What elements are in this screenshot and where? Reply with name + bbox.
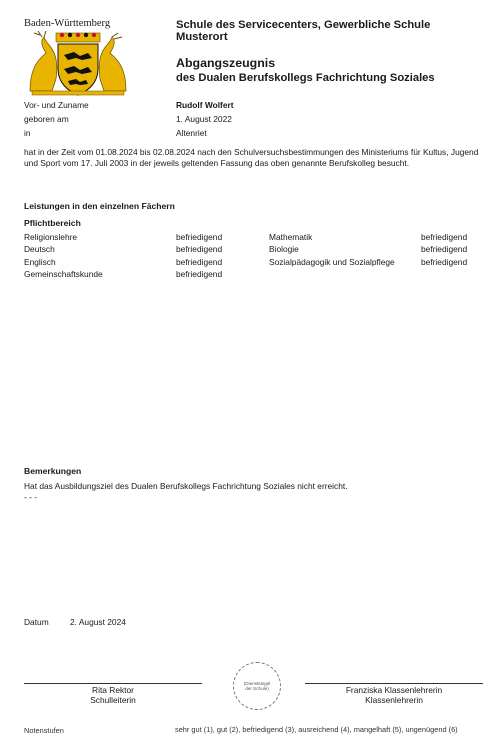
- subject-grade: befriedigend: [421, 244, 468, 254]
- born-label: geboren am: [24, 114, 69, 124]
- signature-right: [305, 685, 483, 705]
- subject-grade: befriedigend: [176, 244, 223, 254]
- birth-place: Altenriet: [176, 128, 207, 138]
- signature-left: [24, 685, 202, 705]
- crown-icon: [56, 33, 100, 42]
- coat-of-arms-icon: [24, 31, 132, 97]
- state-name: Baden-Württemberg: [24, 18, 111, 29]
- name-label: Vor- und Zuname: [24, 100, 89, 110]
- subject-grade: befriedigend: [421, 257, 468, 267]
- subject-name: Religionslehre: [24, 232, 78, 242]
- student-name: Rudolf Wolfert: [176, 100, 234, 110]
- subjects-group-heading: Pflichtbereich: [24, 218, 81, 228]
- document-title: Abgangszeugnis: [176, 56, 276, 70]
- document-subtitle: des Dualen Berufskollegs Fachrichtung Soziales: [176, 72, 435, 84]
- subjects-heading: Leistungen in den einzelnen Fächern: [24, 201, 175, 211]
- official-seal: [233, 662, 281, 710]
- teacher-role: Klassenlehrerin: [365, 695, 423, 705]
- signature-line-left: [24, 683, 202, 684]
- subject-grade: befriedigend: [176, 257, 223, 267]
- subject-grade: befriedigend: [421, 232, 468, 242]
- issue-date: 2. August 2024: [70, 617, 126, 627]
- subject-grade: befriedigend: [176, 232, 223, 242]
- attendance-statement: hat in der Zeit vom 01.08.2024 bis 02.08.2024 nach den Schulversuchsbestimmungen des Ministeriums für Kultus, Jugend und Sport vom 17. Juli 2003 in der jeweils geltenden Fassung das oben genannte Berufskolleg besucht.: [24, 147, 479, 168]
- subject-name: Biologie: [269, 244, 299, 254]
- principal-role: Schulleiterin: [90, 695, 136, 705]
- subject-name: Deutsch: [24, 244, 55, 254]
- principal-name: Rita Rektor: [92, 685, 134, 695]
- signature-line-right: [305, 683, 483, 684]
- remarks-dashes: - - -: [24, 492, 38, 502]
- teacher-name: Franziska Klassenlehrerin: [345, 685, 443, 695]
- date-label: Datum: [24, 617, 49, 627]
- remarks-text: Hat das Ausbildungsziel des Dualen Berufskollegs Fachrichtung Soziales nicht erreicht.: [24, 481, 348, 491]
- grade-scale: sehr gut (1), gut (2), befriedigend (3), ausreichend (4), mangelhaft (5), ungenügend (6): [175, 725, 458, 734]
- subject-name: Mathematik: [269, 232, 313, 242]
- school-name: Schule des Servicecenters, Gewerbliche Schule Musterort: [176, 19, 431, 43]
- subject-name: Sozialpädagogik und Sozialpflege: [269, 257, 395, 267]
- subject-name: Gemeinschaftskunde: [24, 269, 103, 279]
- subject-name: Englisch: [24, 257, 56, 267]
- remarks-heading: Bemerkungen: [24, 466, 82, 476]
- subject-grade: befriedigend: [176, 269, 223, 279]
- grade-scale-label: Notenstufen: [24, 726, 64, 735]
- birth-date: 1. August 2022: [176, 114, 232, 124]
- seal-text: (Dienstsiegel der Schule): [243, 680, 271, 691]
- place-label: in: [24, 128, 31, 138]
